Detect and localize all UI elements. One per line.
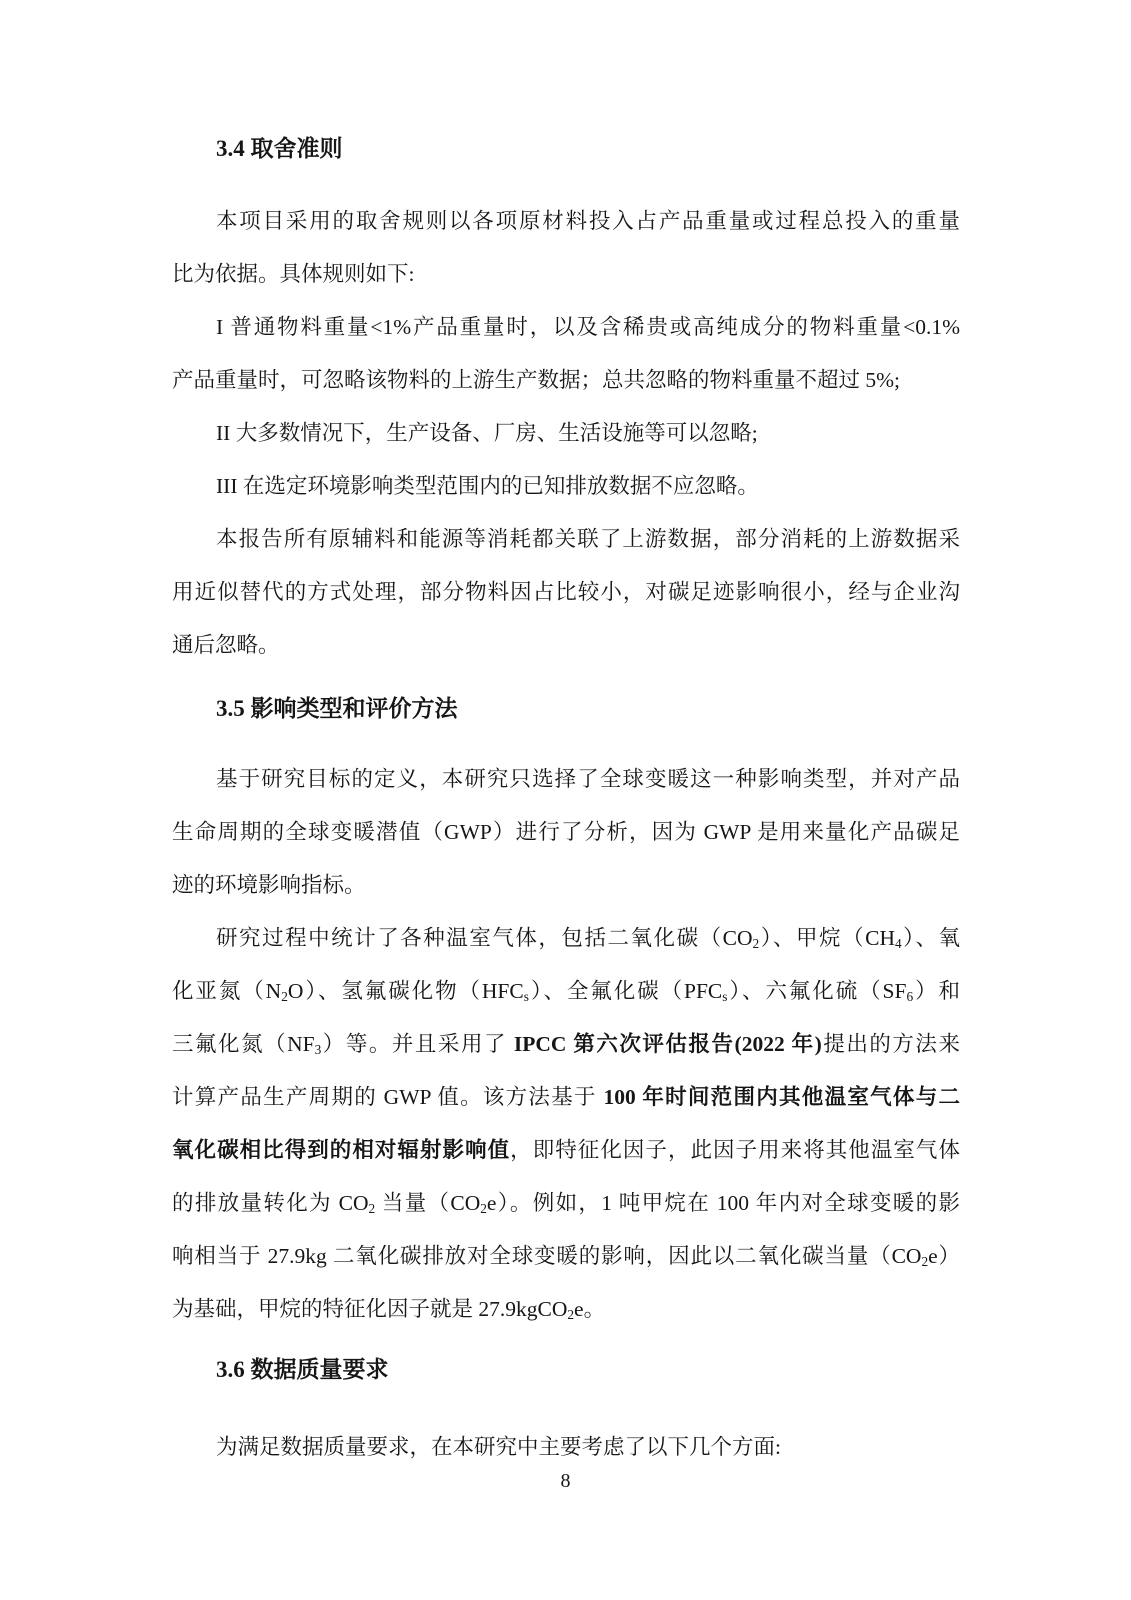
text-run: ）和 xyxy=(913,979,960,1003)
text-run: 本报告所有原辅料和能源等消耗都关联了上游数据，部分消耗的上游数据采 xyxy=(216,527,960,551)
text-run: 用近似替代的方式处理，部分物料因占比较小，对碳足迹影响很小，经与企业沟 xyxy=(172,580,960,604)
text-run: 比为依据。具体规则如下: xyxy=(172,262,415,286)
text-run: 提出的方法来 xyxy=(821,1032,960,1056)
text-run: IPCC xyxy=(513,1032,574,1056)
text-line xyxy=(172,513,960,566)
text-line xyxy=(172,1071,960,1124)
text-run: ）、氧 xyxy=(901,926,960,950)
text-run: II 大多数情况下，生产设备、厂房、生活设施等可以忽略; xyxy=(216,421,758,445)
text-line xyxy=(172,354,960,407)
text-run: 为基础，甲烷的特征化因子就是 27.9kgCO xyxy=(172,1297,568,1321)
text-run: ）、六氟化硫（SF xyxy=(727,979,907,1003)
text-run: O）、氢氟碳化物（HFC xyxy=(287,979,524,1003)
subscript-run: 2 xyxy=(281,988,288,1004)
text-line xyxy=(172,912,960,965)
subscript-run: 2 xyxy=(368,1200,376,1216)
text-run: 研究过程中统计了各种温室气体，包括二氧化碳（CO xyxy=(216,926,753,950)
text-run: 计算产品生产周期的 GWP 值。该方法基于 xyxy=(172,1085,604,1109)
text-run: e） xyxy=(928,1244,960,1268)
text-run: 第六次评估报告 xyxy=(573,1032,735,1056)
section-heading-3-4 xyxy=(172,132,960,165)
text-line xyxy=(172,1177,960,1230)
text-run: (2022 年) xyxy=(734,1032,822,1056)
text-run: 迹的环境影响指标。 xyxy=(172,873,366,897)
text-run: 当量（CO xyxy=(375,1191,481,1215)
subscript-run: 4 xyxy=(894,935,902,951)
subscript-run: 2 xyxy=(480,1200,487,1216)
text-run: ）等。并且采用了 xyxy=(321,1032,514,1056)
text-run: 响相当于 27.9kg 二氧化碳排放对全球变暖的影响，因此以二氧化碳当量（CO xyxy=(172,1244,922,1268)
text-run: 的排放量转化为 CO xyxy=(172,1191,369,1215)
subscript-run: 6 xyxy=(906,988,914,1004)
text-line xyxy=(172,1283,960,1336)
text-line xyxy=(172,1124,960,1177)
text-line xyxy=(172,407,960,460)
subscript-run: 2 xyxy=(752,935,760,951)
text-line xyxy=(172,965,960,1018)
text-run: 化亚氮（N xyxy=(172,979,282,1003)
text-line xyxy=(172,460,960,513)
subscript-run: 2 xyxy=(921,1253,929,1269)
text-line xyxy=(172,619,960,672)
text-run: ）、甲烷（CH xyxy=(759,926,895,950)
text-run: ）、全氟化碳（PFC xyxy=(528,979,723,1003)
text-run: 3.5 xyxy=(216,696,251,721)
text-run: I 普通物料重量<1%产品重量时，以及含稀贵或高纯成分的物料重量<0.1% xyxy=(216,315,960,339)
section-heading-3-5 xyxy=(172,692,960,725)
text-run: 3.4 xyxy=(216,136,251,161)
page-number: 8 xyxy=(560,1470,571,1492)
text-run: 产品重量时，可忽略该物料的上游生产数据；总共忽略的物料重量不超过 5%; xyxy=(172,368,901,392)
section-heading-3-6 xyxy=(172,1353,960,1386)
text-run: 影响类型和评价方法 xyxy=(250,695,458,721)
text-run: e）。例如，1 吨甲烷在 100 年内对全球变暖的影 xyxy=(486,1191,960,1215)
text-run: 取舍准则 xyxy=(250,135,343,161)
text-run: 3.6 xyxy=(216,1357,251,1382)
text-line xyxy=(172,195,960,248)
text-line xyxy=(172,1421,960,1474)
document-body xyxy=(172,132,960,1474)
text-line xyxy=(172,301,960,354)
text-run: 生命周期的全球变暖潜值（GWP）进行了分析，因为 GWP 是用来量化产品碳足 xyxy=(172,820,960,844)
subscript-run: s xyxy=(722,988,728,1004)
subscript-run: 2 xyxy=(567,1306,575,1322)
text-line xyxy=(172,566,960,619)
text-line xyxy=(172,859,960,912)
text-run: III 在选定环境影响类型范围内的已知排放数据不应忽略。 xyxy=(216,474,759,498)
subscript-run: s xyxy=(523,988,529,1004)
text-run: ，即特征化因子，此因子用来将其他温室气体 xyxy=(510,1138,960,1162)
text-line xyxy=(172,1230,960,1283)
text-run: 三氟化氮（NF xyxy=(172,1032,315,1056)
subscript-run: 3 xyxy=(314,1041,322,1057)
text-run: 本项目采用的取舍规则以各项原材料投入占产品重量或过程总投入的重量 xyxy=(216,209,960,233)
text-run: 100 xyxy=(603,1085,643,1109)
page-footer xyxy=(0,1468,1131,1494)
text-run: 基于研究目标的定义，本研究只选择了全球变暖这一种影响类型，并对产品 xyxy=(216,767,960,791)
text-run: 数据质量要求 xyxy=(250,1356,389,1382)
text-line xyxy=(172,806,960,859)
text-run: 为满足数据质量要求，在本研究中主要考虑了以下几个方面: xyxy=(216,1435,781,1459)
text-line xyxy=(172,1018,960,1071)
text-run: 年时间范围内其他温室气体与二 xyxy=(642,1085,960,1109)
text-line xyxy=(172,753,960,806)
text-run: 通后忽略。 xyxy=(172,633,280,657)
text-run: e。 xyxy=(574,1297,606,1321)
text-line xyxy=(172,248,960,301)
text-run: 氧化碳相比得到的相对辐射影响值 xyxy=(172,1138,511,1162)
